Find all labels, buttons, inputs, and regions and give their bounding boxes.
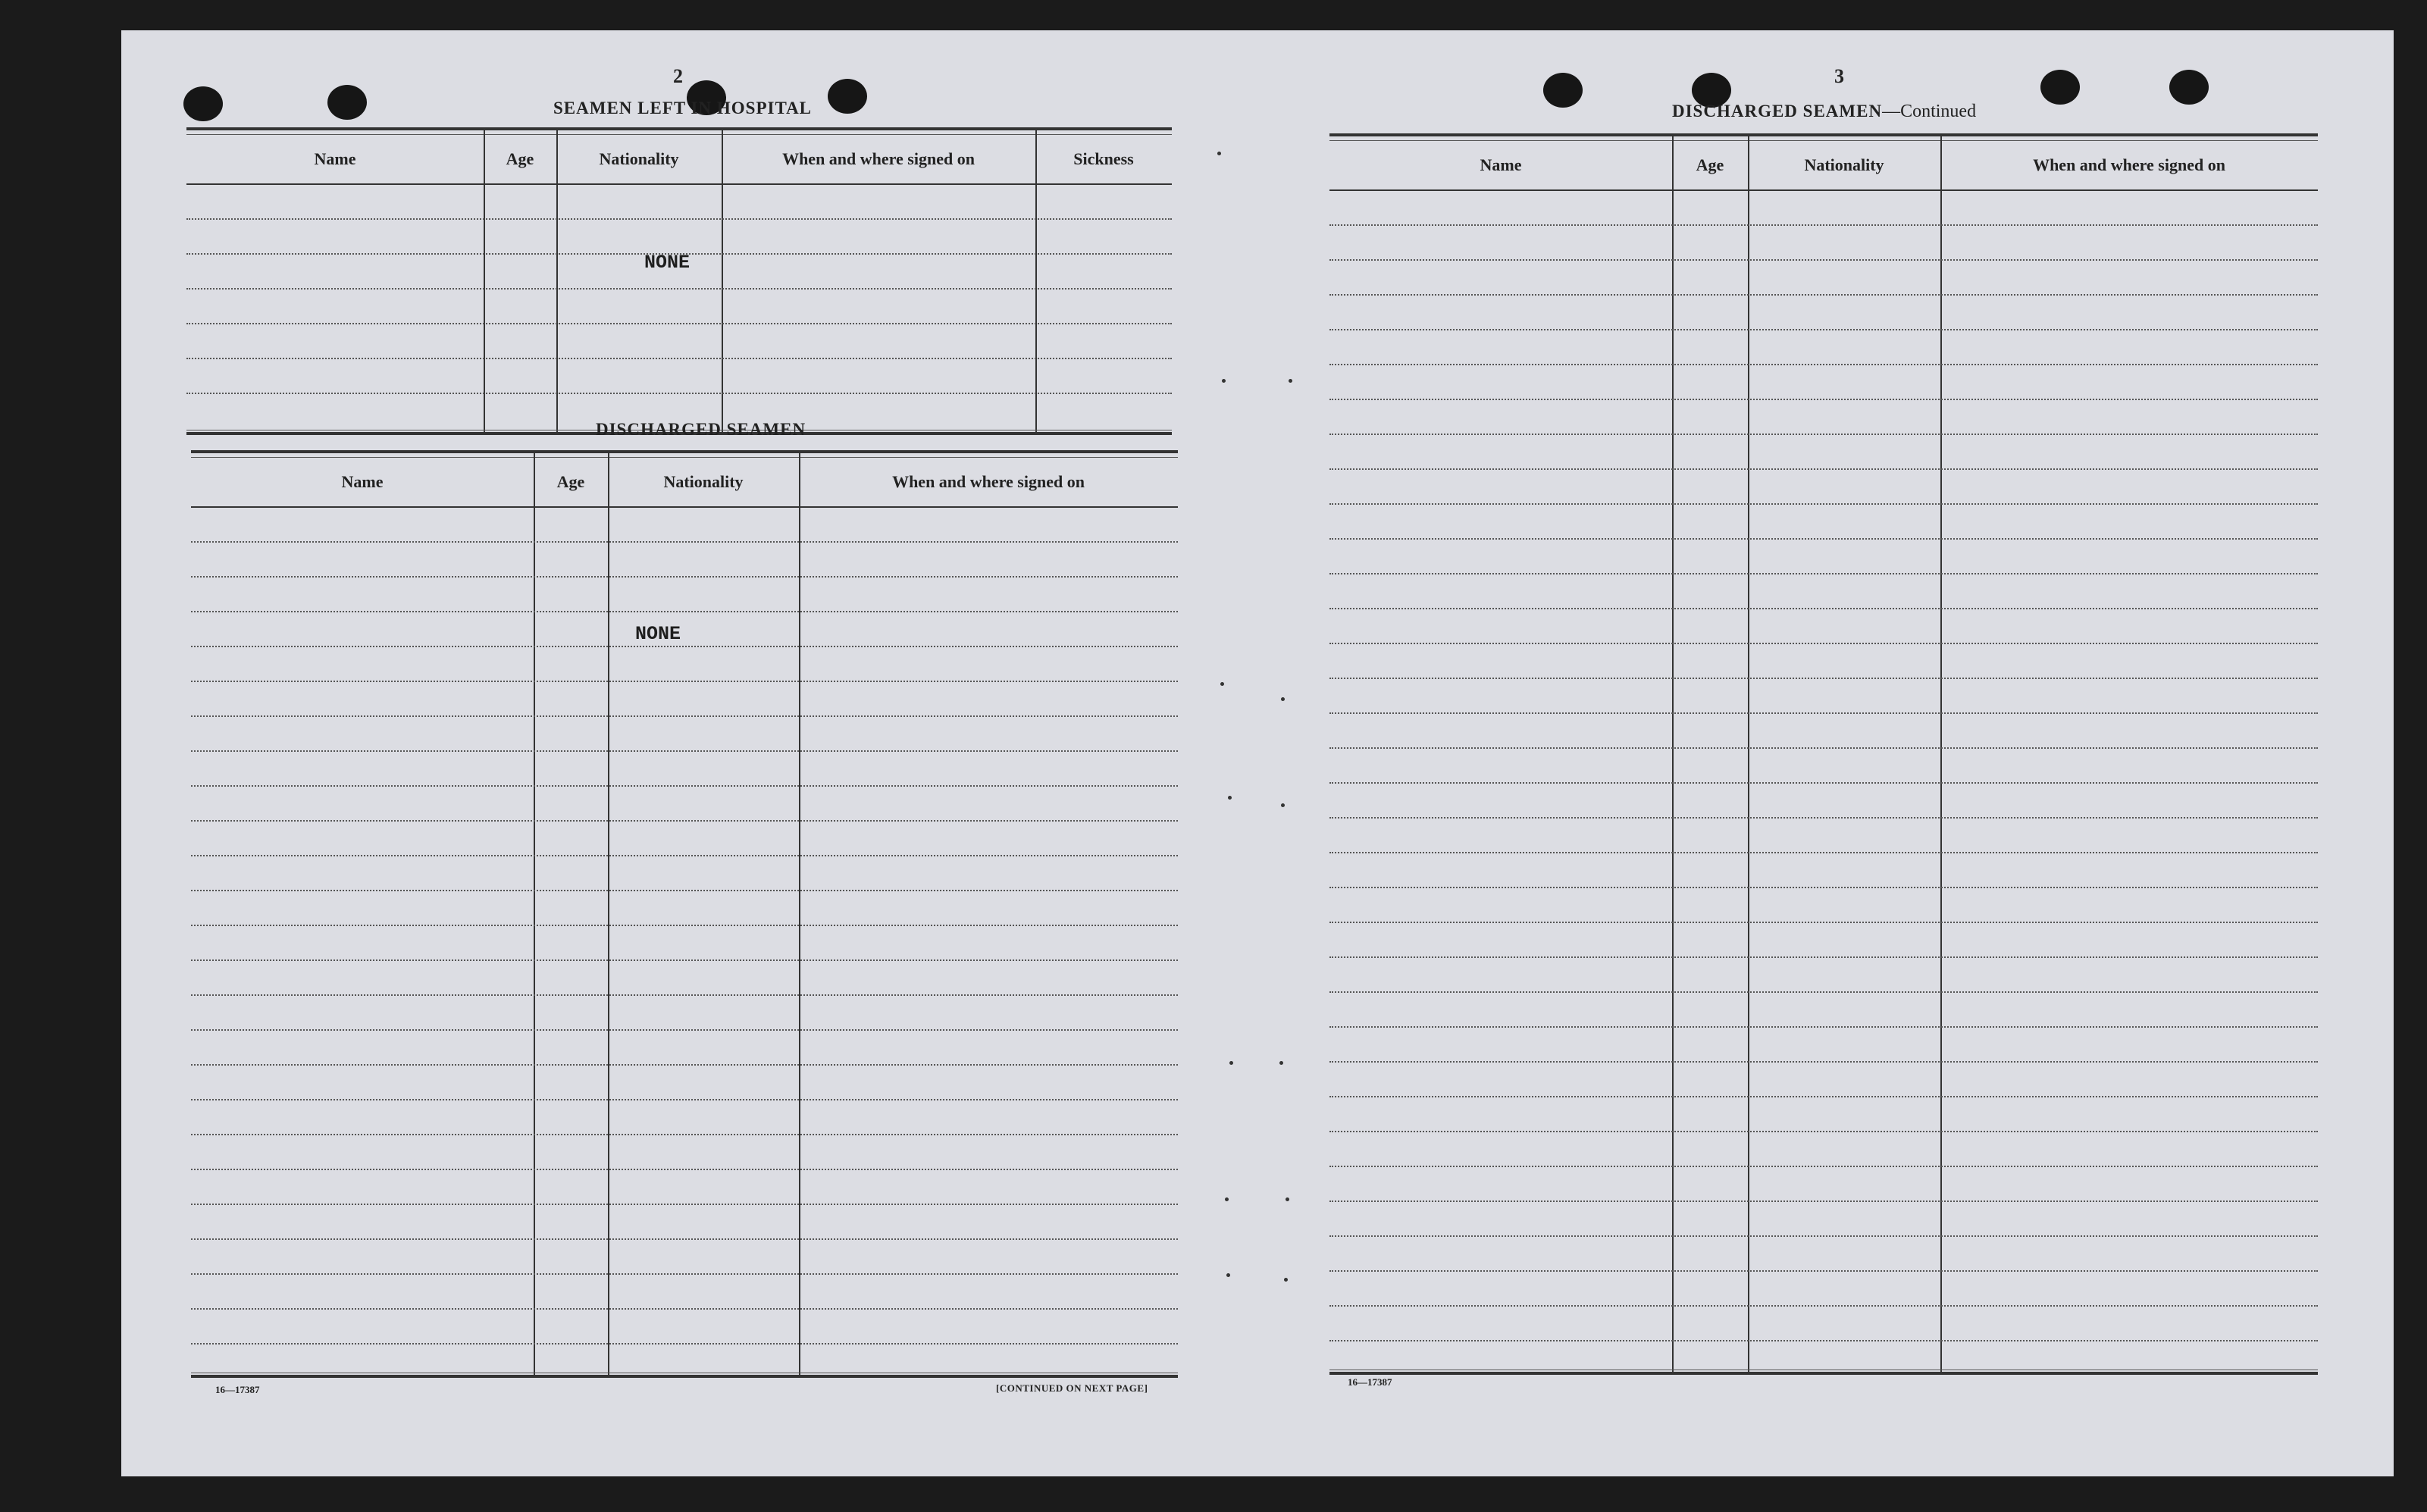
ink-speck xyxy=(1217,152,1221,155)
punch-hole xyxy=(2040,70,2080,105)
column-header-signed-on: When and where signed on xyxy=(892,472,1085,491)
ink-speck xyxy=(1281,697,1285,701)
column-header-signed-on: When and where signed on xyxy=(782,149,975,168)
ink-speck xyxy=(1289,379,1292,383)
column-header-nationality: Nationality xyxy=(599,149,679,168)
ink-speck xyxy=(1229,1061,1233,1065)
punch-hole xyxy=(828,79,867,114)
ink-speck xyxy=(1286,1197,1289,1201)
ink-speck xyxy=(1222,379,1226,383)
punch-hole xyxy=(327,85,367,120)
ledger-sheet xyxy=(121,30,2394,1476)
form-number: 16—17387 xyxy=(215,1384,260,1395)
ink-speck xyxy=(1228,796,1232,800)
form-number: 16—17387 xyxy=(1348,1376,1392,1388)
ink-speck xyxy=(1225,1197,1229,1201)
column-header-age: Age xyxy=(556,472,585,491)
column-header-name: Name xyxy=(1480,155,1522,174)
ink-speck xyxy=(1220,682,1224,686)
column-header-name: Name xyxy=(314,149,356,168)
hospital-table xyxy=(186,127,1172,435)
discharged-table xyxy=(191,450,1178,1378)
punch-hole xyxy=(2169,70,2209,105)
punch-hole xyxy=(1543,73,1583,108)
hospital-section-title: SEAMEN LEFT IN HOSPITAL xyxy=(553,99,813,117)
discharged-continued-table-header xyxy=(1329,141,2318,189)
column-header-age: Age xyxy=(1696,155,1724,174)
page-number: 3 xyxy=(1834,65,1844,87)
column-header-age: Age xyxy=(506,149,534,168)
ink-speck xyxy=(1279,1061,1283,1065)
column-header-signed-on: When and where signed on xyxy=(2033,155,2225,174)
none-stamp: NONE xyxy=(644,252,691,274)
discharged-continued-table xyxy=(1329,133,2318,1375)
continued-note: [CONTINUED ON NEXT PAGE] xyxy=(996,1382,1148,1394)
discharged-section-title: DISCHARGED SEAMEN xyxy=(596,420,806,439)
ink-speck xyxy=(1284,1278,1288,1282)
section-title-main: DISCHARGED SEAMEN xyxy=(1672,102,1883,121)
discharged-continued-title xyxy=(1672,102,1976,122)
column-header-nationality: Nationality xyxy=(663,472,744,491)
hospital-table-header xyxy=(186,135,1172,183)
column-header-name: Name xyxy=(341,472,384,491)
discharged-table-header xyxy=(191,458,1178,506)
column-header-sickness: Sickness xyxy=(1073,149,1134,168)
page-number: 2 xyxy=(673,65,683,87)
ink-speck xyxy=(1226,1273,1230,1277)
punch-hole xyxy=(183,86,223,121)
section-title-suffix: —Continued xyxy=(1882,102,1977,121)
ink-speck xyxy=(1281,803,1285,807)
none-stamp: NONE xyxy=(635,623,681,645)
column-header-nationality: Nationality xyxy=(1804,155,1884,174)
